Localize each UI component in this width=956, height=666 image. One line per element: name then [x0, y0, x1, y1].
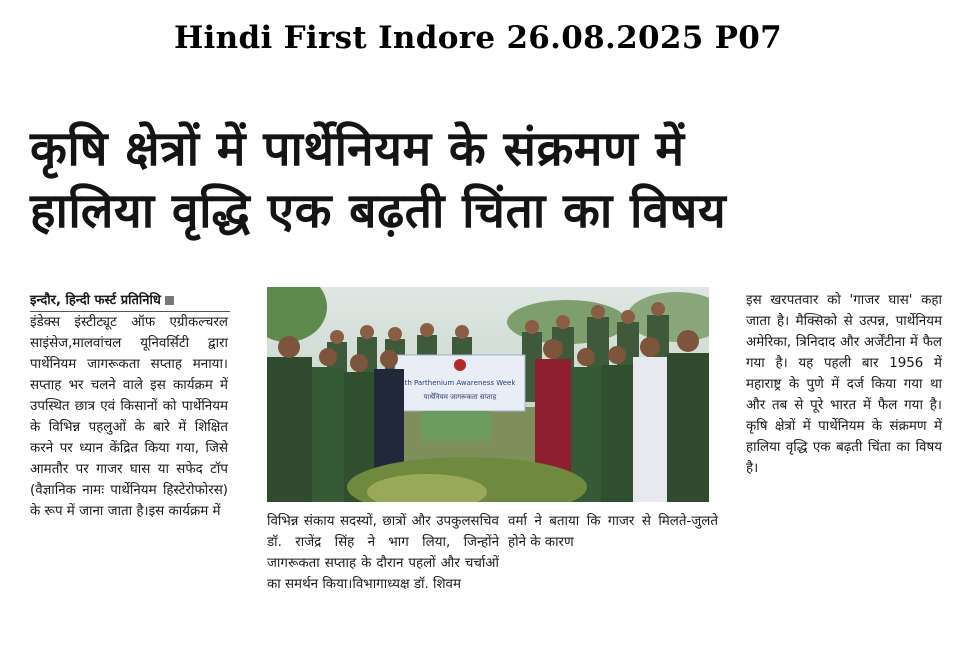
- article-text-middle-2: वर्मा ने बताया कि गाजर से मिलते-जुलते होने के कारण: [508, 514, 718, 550]
- article-text-left: इंडेक्स इंस्टीट्यूट ऑफ एग्रीकल्चरल साइंसेज,मालवांचल यूनिवर्सिटी द्वारा पार्थेनियम जागरूकता सप्ताह मनाया। सप्ताह भर चलने वाले इस कार्यक्रम में उपस्थित छात्र एवं किसानों को पार्थेनियम के विभिन्न पहलुओं के बारे में शिक्षित करने पर ध्यान केंद्रित किया गया, जिसे आमतौर पर गाजर घास या सफेद टॉप (वैज्ञानिक नामः पार्थेनियम हिस्टेरोफोरस) के रूप में जाना जाता है।इस कार्यक्रम में: [30, 315, 228, 519]
- article-column-middle: [267, 511, 499, 595]
- banner-line-2: पार्थेनियम जागरूकता सप्ताह: [423, 393, 497, 401]
- headline-line-1: कृषि क्षेत्रों में पार्थेनियम के संक्रमण में: [30, 121, 685, 177]
- masthead: Hindi First Indore 26.08.2025 P07: [173, 20, 783, 56]
- article-column-middle-2: [508, 511, 718, 553]
- byline-text: इन्दौर, हिन्दी फर्स्ट प्रतिनिधि: [30, 293, 161, 308]
- banner-line-1: th Parthenium Awareness Week: [404, 379, 516, 387]
- byline-square-icon: [165, 296, 174, 305]
- headline: [30, 118, 940, 242]
- article-column-left: [30, 312, 228, 522]
- article-column-right: [746, 290, 942, 479]
- article-text-right: इस खरपतवार को 'गाजर घास' कहा जाता है। मैक्सिको से उत्पन्न, पार्थेनियम अमेरिका, त्रिनिदाद और अर्जेंटीना में फैल गया है। यह पहली बार 1956 में महाराष्ट्र के पुणे में दर्ज किया गया था और तब से पूरे भारत में फैल गया है।कृषि क्षेत्रों में पार्थेनियम के संक्रमण में हालिया वृद्धि एक बढ़ती चिंता का विषय है।: [746, 293, 942, 476]
- byline: [30, 290, 230, 312]
- article-text-middle: विभिन्न संकाय सदस्यों, छात्रों और उपकुलसचिव डॉ. राजेंद्र सिंह ने भाग लिया, जिन्होंने जागरूकता सप्ताह के दौरान पहलों और चर्चाओं का समर्थन किया।विभागाध्यक्ष डॉ. शिवम: [267, 514, 499, 592]
- headline-line-2: हालिया वृद्धि एक बढ़ती चिंता का विषय: [30, 183, 727, 239]
- news-photo: [267, 287, 709, 502]
